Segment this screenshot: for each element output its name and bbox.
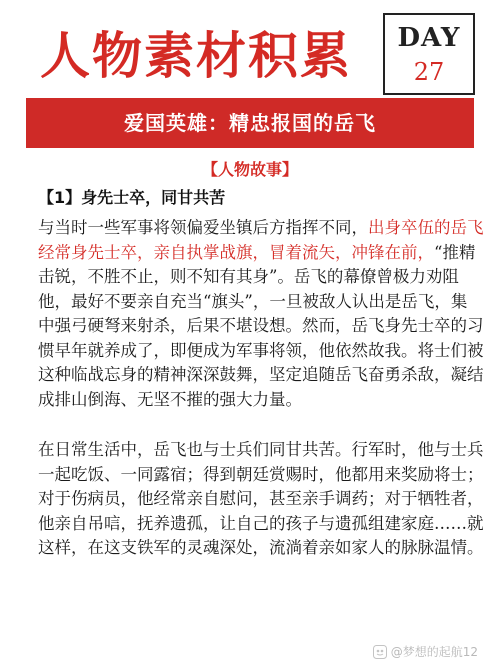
topic-banner: 爱国英雄：精忠报国的岳飞 — [26, 98, 474, 148]
paragraph-line: 一起吃饭、一同露宿；得到朝廷赏赐时，他都用来奖励将士； — [38, 464, 484, 484]
line-segment: “推精 — [434, 242, 476, 262]
paragraph-line: 惯早年就养成了，即便成为军事将领，他依然故我。将士们被 — [38, 340, 484, 360]
story-paragraph-2 — [38, 438, 484, 561]
story-heading: 【1】身先士卒，同甘共苦 — [38, 188, 226, 207]
paragraph-line: 他，最好不要亲自充当“旗头”，一旦被敌人认出是岳飞，集 — [38, 291, 468, 311]
xiaohongshu-logo-icon — [373, 645, 387, 659]
paragraph-line: 击锐，不胜不止，则不知有其身”。岳飞的幕僚曾极力劝阻 — [38, 267, 459, 286]
paragraph-line: 这种临战忘身的精神深深鼓舞，坚定追随岳飞奋勇杀敌，凝结 — [38, 365, 484, 384]
day-number: 27 — [413, 58, 445, 86]
section-tag: 【人物故事】 — [201, 160, 298, 179]
paragraph-line: 中强弓硬弩来射杀，后果不堪设想。然而，岳飞身先士卒的习 — [38, 316, 484, 335]
line-segment: 与当时一些军事将领偏爱坐镇后方指挥不同， — [38, 218, 368, 237]
story-paragraph-1 — [38, 216, 484, 412]
highlight-text: 出身卒伍的岳飞 — [368, 218, 484, 237]
paragraph-line — [38, 216, 484, 241]
paragraph-line: 对于伤病员，他经常亲自慰问，甚至亲手调药；对于牺牲者， — [38, 489, 484, 508]
highlight-text: 经常身先士卒，亲自执掌战旗，冒着流矢，冲锋在前， — [38, 242, 434, 262]
paragraph-line: 在日常生活中，岳飞也与士兵们同甘共苦。行军时，他与士兵 — [38, 440, 484, 459]
watermark — [373, 644, 478, 660]
paragraph-line: 这样，在这支铁军的灵魂深处，流淌着亲如家人的脉脉温情。 — [38, 538, 484, 557]
day-badge — [383, 13, 475, 95]
day-label: DAY — [397, 23, 461, 53]
paragraph-line: 成排山倒海、无坚不摧的强大力量。 — [38, 389, 302, 409]
paragraph-line — [38, 241, 476, 266]
watermark-text: @梦想的起航12 — [390, 645, 478, 659]
page-title: 人物素材积累 — [40, 27, 352, 85]
paragraph-line: 他亲自吊唁，抚养遗孤，让自己的孩子与遗孤组建家庭……就 — [38, 513, 484, 533]
